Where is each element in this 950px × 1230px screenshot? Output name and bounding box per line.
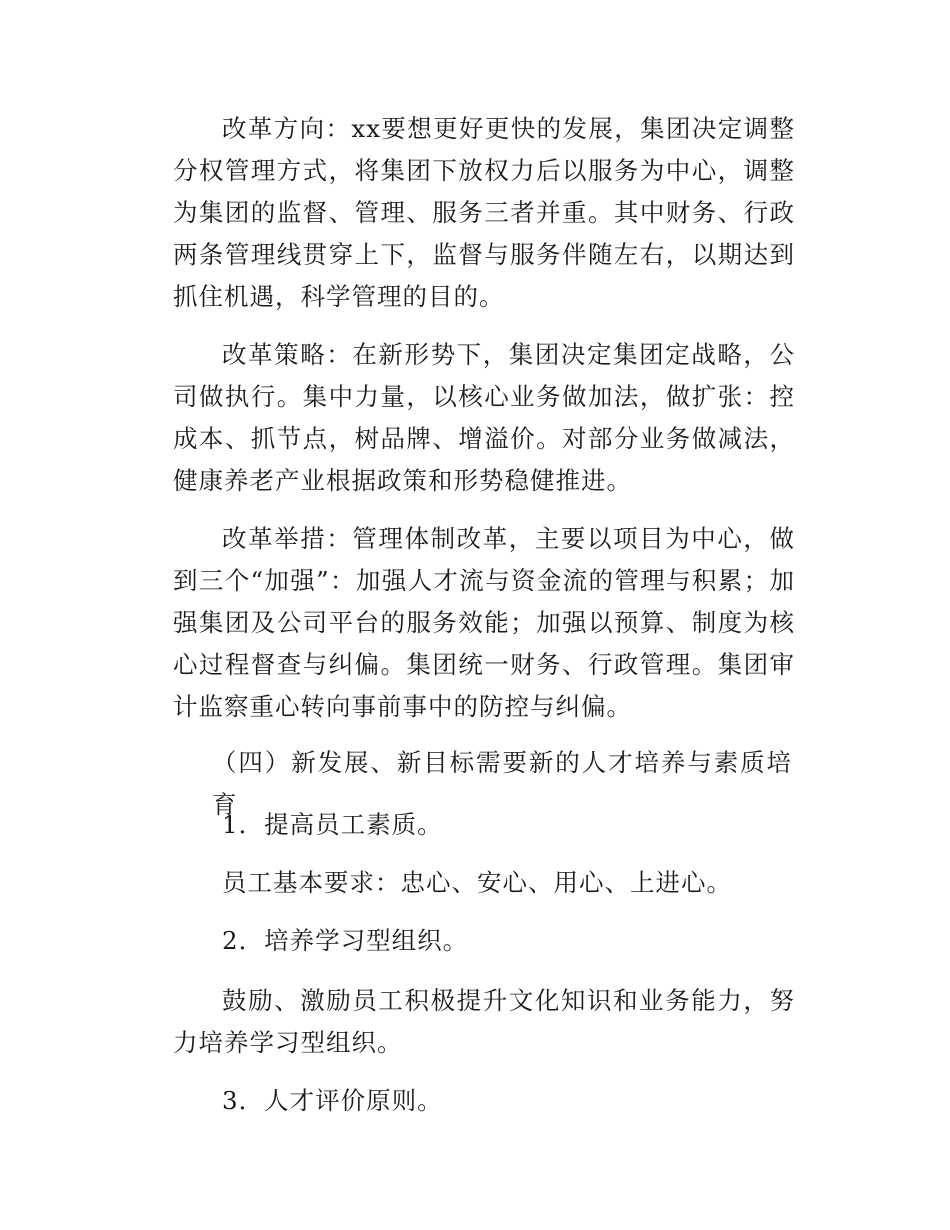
list-item-3: 3．人才评价原则。 (222, 1086, 443, 1115)
paragraph-reform-measures: 改革举措：管理体制改革，主要以项目为中心，做到三个“加强”：加强人才流与资金流的管理与积累；加强集团及公司平台的服务效能；加强以预算、制度为核心过程督查与纠偏。集团统一财务、行政管理。集团审计监察重心转向事前事中的防控与纠偏。 (173, 524, 795, 721)
section-heading-four: （四）新发展、新目标需要新的人才培养与素质培育 (212, 748, 792, 819)
list-item-1: 1．提高员工素质。 (222, 810, 443, 839)
paragraph-reform-direction: 改革方向：xx要想更好更快的发展，集团决定调整分权管理方式，将集团下放权力后以服务为中心，调整为集团的监督、管理、服务三者并重。其中财务、行政两条管理线贯穿上下，监督与服务伴随左右，以期达到抓住机遇，科学管理的目的。 (173, 114, 795, 311)
paragraph-learning-org: 鼓励、激励员工积极提升文化知识和业务能力，努力培养学习型组织。 (173, 986, 795, 1057)
list-item-2: 2．培养学习型组织。 (222, 926, 469, 955)
paragraph-reform-strategy: 改革策略：在新形势下，集团决定集团定战略，公司做执行。集中力量，以核心业务做加法，做扩张：控成本、抓节点，树品牌、增溢价。对部分业务做减法，健康养老产业根据政策和形势稳健推进。 (173, 340, 795, 495)
paragraph-basic-requirements: 员工基本要求：忠心、安心、用心、上进心。 (222, 868, 732, 897)
